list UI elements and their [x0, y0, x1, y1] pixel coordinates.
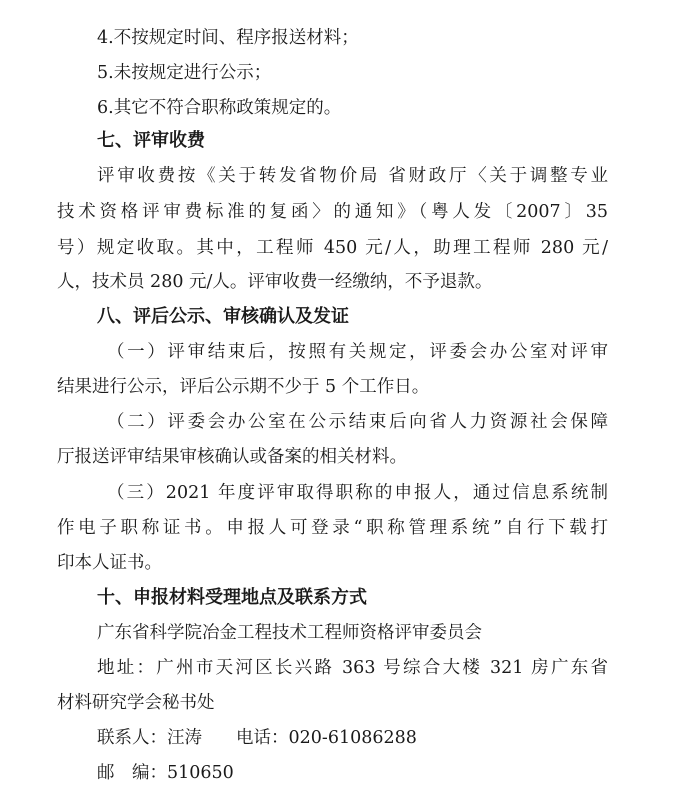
paragraph-line: （三）2021 年度评审取得职称的申报人，通过信息系统制 [107, 483, 608, 503]
section-heading: 七、评审收费 [97, 130, 205, 151]
postcode-line: 邮 编：510650 [97, 763, 234, 783]
contact-person: 联系人：汪涛 [97, 728, 202, 748]
contact-line [97, 726, 417, 750]
paragraph-line: 作电子职称证书。申报人可登录“职称管理系统”自行下载打 [57, 518, 608, 538]
paragraph-line: 人，技术员 280 元/人。评审收费一经缴纳，不予退款。 [57, 272, 493, 292]
paragraph-line: （二）评委会办公室在公示结束后向省人力资源社会保障 [107, 412, 608, 432]
list-item: 4.不按规定时间、程序报送材料； [97, 28, 359, 48]
list-item: 5.未按规定进行公示； [97, 63, 272, 83]
list-item: 6.其它不符合职称政策规定的。 [97, 98, 342, 118]
paragraph-line: 厅报送评审结果审核确认或备案的相关材料。 [57, 447, 407, 467]
address-line: 材料研究学会秘书处 [57, 693, 215, 713]
paragraph-line: 技术资格评审费标准的复函〉的通知》（粤人发〔2007〕35 [57, 202, 608, 222]
paragraph-line: 评审收费按《关于转发省物价局 省财政厅〈关于调整专业 [97, 166, 608, 186]
paragraph-line: 号）规定收取。其中，工程师 450 元/人，助理工程师 280 元/ [57, 238, 608, 258]
contact-phone: 电话：020-61086288 [236, 728, 417, 748]
paragraph-line: 结果进行公示，评后公示期不少于 5 个工作日。 [57, 377, 430, 397]
paragraph-line: （一）评审结束后，按照有关规定，评委会办公室对评审 [107, 342, 608, 362]
address-line: 地址：广州市天河区长兴路 363 号综合大楼 321 房广东省 [97, 658, 608, 678]
section-heading: 十、申报材料受理地点及联系方式 [97, 587, 367, 608]
organization-name: 广东省科学院冶金工程技术工程师资格评审委员会 [97, 623, 482, 643]
paragraph-line: 印本人证书。 [57, 553, 162, 573]
section-heading: 八、评后公示、审核确认及发证 [97, 306, 349, 327]
